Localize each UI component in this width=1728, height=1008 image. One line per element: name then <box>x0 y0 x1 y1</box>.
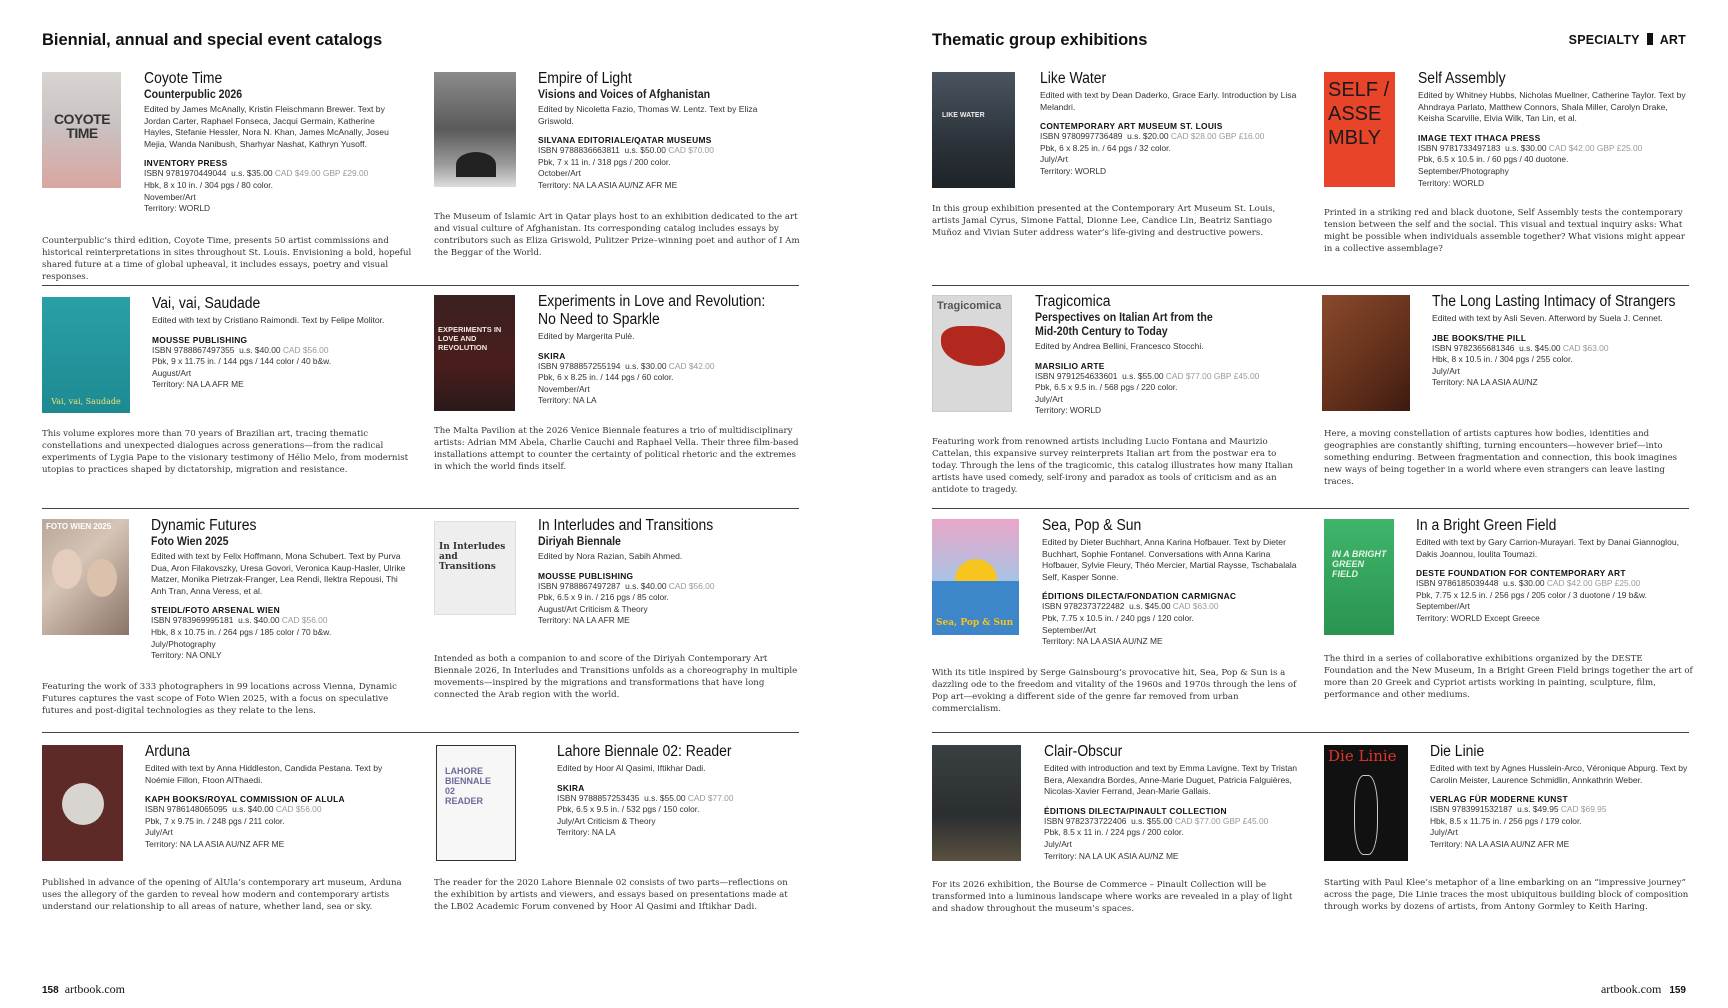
territory: Territory: WORLD <box>1040 165 1107 176</box>
isbn-line: ISBN 9782365681346 u.s. $45.00 CAD $63.00 <box>1432 342 1609 353</box>
book-cover[interactable] <box>932 72 1015 188</box>
book-credits: Edited with text by Dean Daderko, Grace Early. Introduction by Lisa Melandri. <box>1040 90 1297 112</box>
cover-title: SELF / ASSEMBLY <box>1328 79 1390 149</box>
book-title[interactable]: In a Bright Green Field <box>1416 517 1557 534</box>
pub-date: July/Art <box>1040 154 1068 165</box>
book-credits: Edited by Margerita Pulè. <box>538 331 635 341</box>
book-credits: Edited by Dieter Buchhart, Anna Karina Hofbauer. Text by Dieter Buchhart, Sophie Fontanel. Conversations with Anna Karina Hofbauer, Sylvie Fleury, Théo Mercier, Martial Raysse, Tschabalala Self, Kasper Sonne. <box>1042 537 1297 582</box>
format: Hbk, 8 x 10.75 in. / 264 pgs / 185 color / 70 b&w. <box>151 626 332 637</box>
format: Hbk, 8 x 10.5 in. / 304 pgs / 255 color. <box>1432 354 1573 365</box>
book-title[interactable]: Empire of Light <box>538 70 632 87</box>
book-description: Starting with Paul Klee’s metaphor of a line embarking on an “impressive journey” across the page, Die Linie traces the most ubiquitous building block of composition through works by dozens of artists, from Antony Gormley to Keith Haring. <box>1324 878 1689 912</box>
book-cover[interactable] <box>1322 295 1410 411</box>
isbn-line: ISBN 9786148065095 u.s. $40.00 CAD $56.00 <box>145 804 322 815</box>
pub-date: July/Photography <box>151 638 216 649</box>
territory: Territory: NA LA UK ASIA AU/NZ ME <box>1044 850 1179 861</box>
section-header: Biennial, annual and special event catalogs <box>42 31 383 49</box>
cover-figure <box>941 326 1005 366</box>
book-cover[interactable] <box>434 72 516 187</box>
book-subtitle: Foto Wien 2025 <box>151 536 229 548</box>
territory: Territory: WORLD <box>144 203 211 214</box>
cover-face <box>52 549 82 589</box>
publisher: JBE BOOKS/THE PILL <box>1432 332 1527 343</box>
book-credits: Edited with text by Felix Hoffmann, Mona Schubert. Text by Purva Dua, Aron Filakovszky, Uresa Govori, Veronica Kaup-Hasler, Ulrike Matzer, Monika Pietrzak-Franger, Lea Rendi, Ilektra Repousi, Thi Anh Tran, Anna Veress, et al. <box>151 551 406 596</box>
isbn-line: ISBN 9782373722406 u.s. $55.00 CAD $77.00 GBP £45.00 <box>1044 815 1269 826</box>
book-subtitle: Perspectives on Italian Art from the Mid-20th Century to Today <box>1035 312 1213 338</box>
format: Hbk, 8 x 10 in. / 304 pgs / 80 color. <box>144 179 273 190</box>
book-cover[interactable] <box>42 745 123 861</box>
publisher: MOUSSE PUBLISHING <box>152 334 248 345</box>
book-description: The Malta Pavilion at the 2026 Venice Biennale features a trio of multidisciplinary artists: Adrian MM Abela, Charlie Cauchi and Raphael Vella. Their three film-based installations attempt to counter the certainty of political rhetoric and the extremes in which the world finds itself. <box>434 426 799 472</box>
format: Pbk, 9 x 11.75 in. / 144 pgs / 144 color / 40 b&w. <box>152 356 332 367</box>
book-cover[interactable] <box>42 72 121 188</box>
book-title[interactable]: Dynamic Futures <box>151 517 257 534</box>
format: Pbk, 7.75 x 10.5 in. / 240 pgs / 120 color. <box>1042 612 1194 623</box>
isbn-line: ISBN 9783969995181 u.s. $40.00 CAD $56.00 <box>151 615 328 626</box>
cover-face <box>87 559 117 597</box>
pub-date: September/Photography <box>1418 165 1509 176</box>
publisher: ÉDITIONS DILECTA/PINAULT COLLECTION <box>1044 805 1227 816</box>
book-cover[interactable] <box>434 521 516 615</box>
book-credits: Edited by Nora Razian, Sabih Ahmed. <box>538 551 683 561</box>
isbn-line: ISBN 9781733497183 u.s. $30.00 CAD $42.00 GBP £25.00 <box>1418 142 1643 153</box>
pub-date: July/Art <box>145 827 173 838</box>
territory: Territory: NA ONLY <box>151 650 222 661</box>
book-cover[interactable] <box>932 519 1019 635</box>
book-cover[interactable] <box>434 295 515 411</box>
cover-title: FOTO WIEN 2025 <box>46 522 112 531</box>
territory: Territory: WORLD <box>1035 405 1102 416</box>
cover-title: IN A BRIGHT GREEN FIELD <box>1332 549 1387 579</box>
book-description: Intended as both a companion to and score of the Diriyah Contemporary Art Biennale 2026, In Interludes and Transitions unfolds as a choreography in multiple movements—inspired by the migrations and transformations that have long connected the Arab region with the world. <box>434 654 798 700</box>
book-credits: Edited by Andrea Bellini, Francesco Stocchi. <box>1035 341 1204 351</box>
cover-title: LIKE WATER <box>942 112 985 119</box>
book-credits: Edited by James McAnally, Kristin Fleischmann Brewer. Text by Jordan Carter, Raphael Fonseca, Jacqui Germain, Katherine Hayles, Stefanie Hessler, Nora N. Khan, James McAnally, Joseu Mejia, Wanda Nanibush, Sharhyar Nashat, Kathryn Yusoff. <box>144 104 389 149</box>
cover-title: EXPERIMENTS IN LOVE AND REVOLUTION <box>438 325 502 352</box>
book-description: Featuring work from renowned artists including Lucio Fontana and Maurizio Cattelan, this expansive survey reinterprets Italian art from the postwar era to today. Through the lens of the tragicomic, this catalog illustrates how many Italian artists have used comedy, self-irony and paradox as tools of criticism and as an antidote to tragedy. <box>932 437 1294 495</box>
territory: Territory: NA LA ASIA AU/NZ AFR ME <box>1430 838 1570 849</box>
book-credits: Edited by Whitney Hubbs, Nicholas Muellner, Catherine Taylor. Text by Ahndraya Parlato, Matthew Connors, Shala Miller, Carolyn Drake, Keisha Scarville, Elvia Wilk, Tan Lin, et al. <box>1418 90 1686 124</box>
format: Pbk, 6.5 x 10.5 in. / 60 pgs / 40 duotone. <box>1418 154 1569 165</box>
format: Pbk, 6 x 8.25 in. / 64 pgs / 32 color. <box>1040 142 1171 153</box>
format: Pbk, 6.5 x 9.5 in. / 532 pgs / 150 color. <box>557 804 700 815</box>
cover-title: COYOTE TIME <box>53 111 111 141</box>
book-subtitle: Visions and Voices of Afghanistan <box>538 89 711 101</box>
publisher: SKIRA <box>557 782 585 793</box>
format: Pbk, 7 x 9.75 in. / 248 pgs / 211 color. <box>145 815 285 826</box>
book-cover[interactable] <box>436 745 516 861</box>
divider <box>42 285 799 286</box>
book-description: The third in a series of collaborative exhibitions organized by the DESTE Foundation and the New Museum, In a Bright Green Field brings together the art of more than 20 Greek and Cypriot artists working in painting, sculpture, film, performance and other mediums. <box>1324 654 1693 700</box>
territory: Territory: NA LA ASIA AU/NZ ME <box>1042 636 1163 647</box>
book-credits: Edited with text by Agnes Husslein-Arco, Véronique Abpurg. Text by Carolin Meister, Laurence Schmidlin, Annkathrin Weber. <box>1430 763 1688 785</box>
book-description: In this group exhibition presented at the Contemporary Art Museum St. Louis, artists Jamal Cyrus, Simone Fattal, Dionne Lee, Candice Lin, Beatriz Santiago Muñoz and Vivian Suter address water’s life-giving and destructive powers. <box>932 204 1276 238</box>
isbn-line: ISBN 9788836663811 u.s. $50.00 CAD $70.00 <box>538 145 714 156</box>
pub-date: July/Art <box>1044 838 1072 849</box>
cover-title: Vai, vai, Saudade <box>51 397 121 406</box>
book-description: For its 2026 exhibition, the Bourse de Commerce – Pinault Collection will be transformed into a luminous landscape where works are revealed in a play of light and shadow throughout the museum’s spaces. <box>932 880 1293 914</box>
book-title[interactable]: Self Assembly <box>1418 70 1506 87</box>
format: Pbk, 7.75 x 12.5 in. / 256 pgs / 205 color / 3 duotone / 19 b&w. <box>1416 589 1647 600</box>
book-description: Counterpublic’s third edition, Coyote Time, presents 50 artist commissions and historical reinterpretations in sites throughout St. Louis. Envisioning a bold, hopeful shared future at a time of global upheaval, it includes essays, poetry and visual responses. <box>42 236 412 282</box>
book-title-line2[interactable]: No Need to Sparkle <box>538 311 660 328</box>
specialty-text: SPECIALTY <box>1568 33 1640 47</box>
divider <box>42 508 799 509</box>
book-title[interactable]: Vai, vai, Saudade <box>152 295 261 312</box>
book-cover[interactable] <box>1324 519 1394 635</box>
pub-date: November/Art <box>538 383 590 394</box>
book-description: With its title inspired by Serge Gainsbourg’s provocative hit, Sea, Pop & Sun is a dazzling ode to the freedom and vitality of the 1960s and 1970s through the lens of Pop art—evoking a different side of the genre far removed from urban commercialism. <box>932 668 1297 714</box>
territory: Territory: NA LA ASIA AU/NZ AFR ME <box>538 179 678 190</box>
pub-date: September/Art <box>1042 624 1096 635</box>
cover-figure <box>1354 775 1378 855</box>
art-text: ART <box>1659 33 1686 47</box>
book-cover[interactable] <box>42 297 130 413</box>
territory: Territory: WORLD Except Greece <box>1416 612 1540 623</box>
isbn-line: ISBN 9783991532187 u.s. $49.95 CAD $69.95 <box>1430 804 1607 815</box>
territory: Territory: NA LA ASIA AU/NZ <box>1432 377 1538 388</box>
isbn-line: ISBN 9786185039448 u.s. $30.00 CAD $42.00 GBP £25.00 <box>1416 578 1641 589</box>
book-title[interactable]: In Interludes and Transitions <box>538 517 714 534</box>
cover-title: In Interludes and Transitions <box>439 542 506 572</box>
territory: Territory: NA LA <box>557 827 616 838</box>
book-description: Featuring the work of 333 photographers in 99 locations across Vienna, Dynamic Futures captures the vast scope of Foto Wien 2025, with a focus on speculative futures and post-digital technologies as they relate to the lens. <box>42 682 397 716</box>
publisher: IMAGE TEXT ITHACA PRESS <box>1418 132 1541 143</box>
territory: Territory: NA LA AFR ME <box>538 615 630 626</box>
footer-left <box>42 982 125 997</box>
book-cover[interactable] <box>1324 72 1395 187</box>
territory: Territory: NA LA AFR ME <box>152 379 244 390</box>
territory: Territory: WORLD <box>1418 177 1485 188</box>
isbn-line: ISBN 9788857255194 u.s. $30.00 CAD $42.00 <box>538 360 715 371</box>
isbn-line: ISBN 9791254633601 u.s. $55.00 CAD $77.00 GBP £45.00 <box>1035 370 1260 381</box>
isbn-line: ISBN 9781970449044 u.s. $35.00 CAD $49.00 GBP £29.00 <box>144 168 369 179</box>
territory: Territory: NA LA <box>538 395 597 406</box>
format: Pbk, 7 x 11 in. / 318 pgs / 200 color. <box>538 156 671 167</box>
isbn-line: ISBN 9788867497355 u.s. $40.00 CAD $56.00 <box>152 344 329 355</box>
pub-date: August/Art <box>152 367 192 378</box>
publisher: CONTEMPORARY ART MUSEUM ST. LOUIS <box>1040 121 1223 132</box>
isbn-line: ISBN 9780997736489 u.s. $20.00 CAD $28.00 GBP £16.00 <box>1040 131 1265 142</box>
publisher: SILVANA EDITORIALE/QATAR MUSEUMS <box>538 135 712 146</box>
footer-right <box>1601 982 1686 997</box>
publisher: KAPH BOOKS/ROYAL COMMISSION OF ALULA <box>145 794 345 805</box>
book-title[interactable]: Experiments in Love and Revolution: <box>538 293 766 310</box>
book-description: Here, a moving constellation of artists captures how bodies, identities and geographies are constantly shifting, turning encounters—however brief—into something enduring. Between fragmentation and connection, this book imagines new ways of being together in a world where even strangers can leave lasting traces. <box>1324 429 1678 487</box>
divider <box>42 732 799 733</box>
book-title[interactable]: Sea, Pop & Sun <box>1042 517 1142 534</box>
format: Pbk, 6.5 x 9.5 in. / 568 pgs / 220 color. <box>1035 382 1178 393</box>
page-number: 159 <box>1669 985 1686 996</box>
book-title[interactable]: Coyote Time <box>144 70 223 87</box>
book-cover[interactable] <box>932 745 1021 861</box>
section-header: Thematic group exhibitions <box>932 31 1148 49</box>
format: Pbk, 6.5 x 9 in. / 216 pgs / 85 color. <box>538 592 669 603</box>
format: Hbk, 8.5 x 11.75 in. / 256 pgs / 179 color. <box>1430 815 1582 826</box>
book-description: Printed in a striking red and black duotone, Self Assembly tests the contemporary tension between the self and the social. This visual and textual inquiry asks: What might be possible when individuals assemble together? What visions might appear in a collective assemblage? <box>1324 208 1686 254</box>
cover-title: LAHORE BIENNALE 02 READER <box>445 766 492 806</box>
book-credits: Edited with introduction and text by Emma Lavigne. Text by Tristan Bera, Alexandra Bordes, Anne-Marie Duguet, Patricia Falguières, Nicolas-Xavier Ferrand, Jean-Marie Gallais. <box>1044 763 1298 797</box>
site-link[interactable]: artbook.com <box>1600 982 1662 996</box>
book-subtitle: Counterpublic 2026 <box>144 89 243 101</box>
pub-date: July/Art <box>1430 827 1458 838</box>
pub-date: October/Art <box>538 168 581 179</box>
book-title[interactable]: Lahore Biennale 02: Reader <box>557 743 732 760</box>
publisher: INVENTORY PRESS <box>144 158 228 169</box>
cover-figure <box>456 152 496 177</box>
book-description: This volume explores more than 70 years of Brazilian art, tracing thematic constellations and unexpected dialogues across generations—from the radical experiments of Lygia Pape to the visionary testimony of Hélio Melo, from modernist utopias to practices shaped by dictatorship, migration and resistance. <box>42 429 409 475</box>
divider <box>932 732 1689 733</box>
cover-title: Die Linie <box>1328 747 1397 765</box>
cover-title: Tragicomica <box>937 300 1002 312</box>
book-credits: Edited by Hoor Al Qasimi, Iftikhar Dadi. <box>557 763 706 773</box>
publisher: MOUSSE PUBLISHING <box>538 570 634 581</box>
divider <box>932 285 1689 286</box>
specialty-label <box>1569 33 1686 47</box>
book-credits: Edited with text by Asli Seven. Afterword by Suela J. Cennet. <box>1432 313 1663 323</box>
divider <box>932 508 1689 509</box>
publisher: STEIDL/FOTO ARSENAL WIEN <box>151 605 280 616</box>
publisher: MARSILIO ARTE <box>1035 360 1105 371</box>
book-cover[interactable] <box>42 519 129 635</box>
book-credits: Edited with text by Anna Hiddleston, Candida Pestana. Text by Noémie Fillon, Ftoon AlThaedi. <box>145 763 383 785</box>
isbn-line: ISBN 9788857253435 u.s. $55.00 CAD $77.00 <box>557 792 734 803</box>
publisher: DESTE FOUNDATION FOR CONTEMPORARY ART <box>1416 568 1626 579</box>
cover-title: Sea, Pop & Sun <box>936 618 1014 628</box>
book-cover[interactable] <box>932 295 1012 412</box>
book-description: The Museum of Islamic Art in Qatar plays host to an exhibition dedicated to the art and visual culture of Afghanistan. Its corresponding catalog includes essays by contributors such as Eliza Griswold, Pulitzer Prize–winning poet and author of I Am the Beggar of the World. <box>434 212 800 258</box>
book-description: The reader for the 2020 Lahore Biennale 02 consists of two parts—reflections on the exhibition by artists and viewers, and essays based on presentations made at the LB02 Academic Forum convened by Hoor Al Qasimi and Iftikhar Dadi. <box>434 878 788 912</box>
pub-date: July/Art <box>1432 365 1460 376</box>
book-subtitle: Diriyah Biennale <box>538 536 621 548</box>
territory: Territory: NA LA ASIA AU/NZ AFR ME <box>145 838 285 849</box>
format: Pbk, 6 x 8.25 in. / 144 pgs / 60 color. <box>538 372 674 383</box>
book-credits: Edited with text by Gary Carrion-Murayari. Text by Danai Giannoglou, Dakis Joannou, Ioulita Toumazi. <box>1416 537 1680 559</box>
book-credits: Edited by Nicoletta Fazio, Thomas W. Lentz. Text by Eliza Griswold. <box>538 104 758 126</box>
book-credits: Edited with text by Cristiano Raimondi. Text by Felipe Molitor. <box>152 315 385 325</box>
publisher: SKIRA <box>538 350 566 361</box>
book-title[interactable]: The Long Lasting Intimacy of Strangers <box>1432 293 1676 310</box>
pub-date: July/Art Criticism & Theory <box>557 815 656 826</box>
book-title[interactable]: Arduna <box>145 743 190 760</box>
book-title[interactable]: Tragicomica <box>1035 293 1111 310</box>
book-title[interactable]: Clair-Obscur <box>1044 743 1123 760</box>
book-title[interactable]: Like Water <box>1040 70 1107 87</box>
site-link[interactable]: artbook.com <box>64 982 126 996</box>
isbn-line: ISBN 9782373722482 u.s. $45.00 CAD $63.00 <box>1042 601 1219 612</box>
book-title[interactable]: Die Linie <box>1430 743 1485 760</box>
page-number: 158 <box>42 985 59 996</box>
isbn-line: ISBN 9788867497287 u.s. $40.00 CAD $56.00 <box>538 580 715 591</box>
pub-date: August/Art Criticism & Theory <box>538 603 648 614</box>
cover-circle <box>62 783 104 825</box>
pub-date: September/Art <box>1416 601 1470 612</box>
publisher: ÉDITIONS DILECTA/FONDATION CARMIGNAC <box>1042 591 1237 602</box>
publisher: VERLAG FÜR MODERNE KUNST <box>1430 794 1568 805</box>
format: Pbk, 8.5 x 11 in. / 224 pgs / 200 color. <box>1044 827 1184 838</box>
pub-date: July/Art <box>1035 393 1063 404</box>
book-description: Published in advance of the opening of AlUla’s contemporary art museum, Arduna uses the allegory of the garden to reveal how modern and contemporary artists understand our relationship to all areas of nature, whether land, sea or sky. <box>42 878 402 912</box>
separator-bar <box>1647 33 1653 45</box>
pub-date: November/Art <box>144 191 196 202</box>
book-cover[interactable] <box>1324 745 1408 861</box>
